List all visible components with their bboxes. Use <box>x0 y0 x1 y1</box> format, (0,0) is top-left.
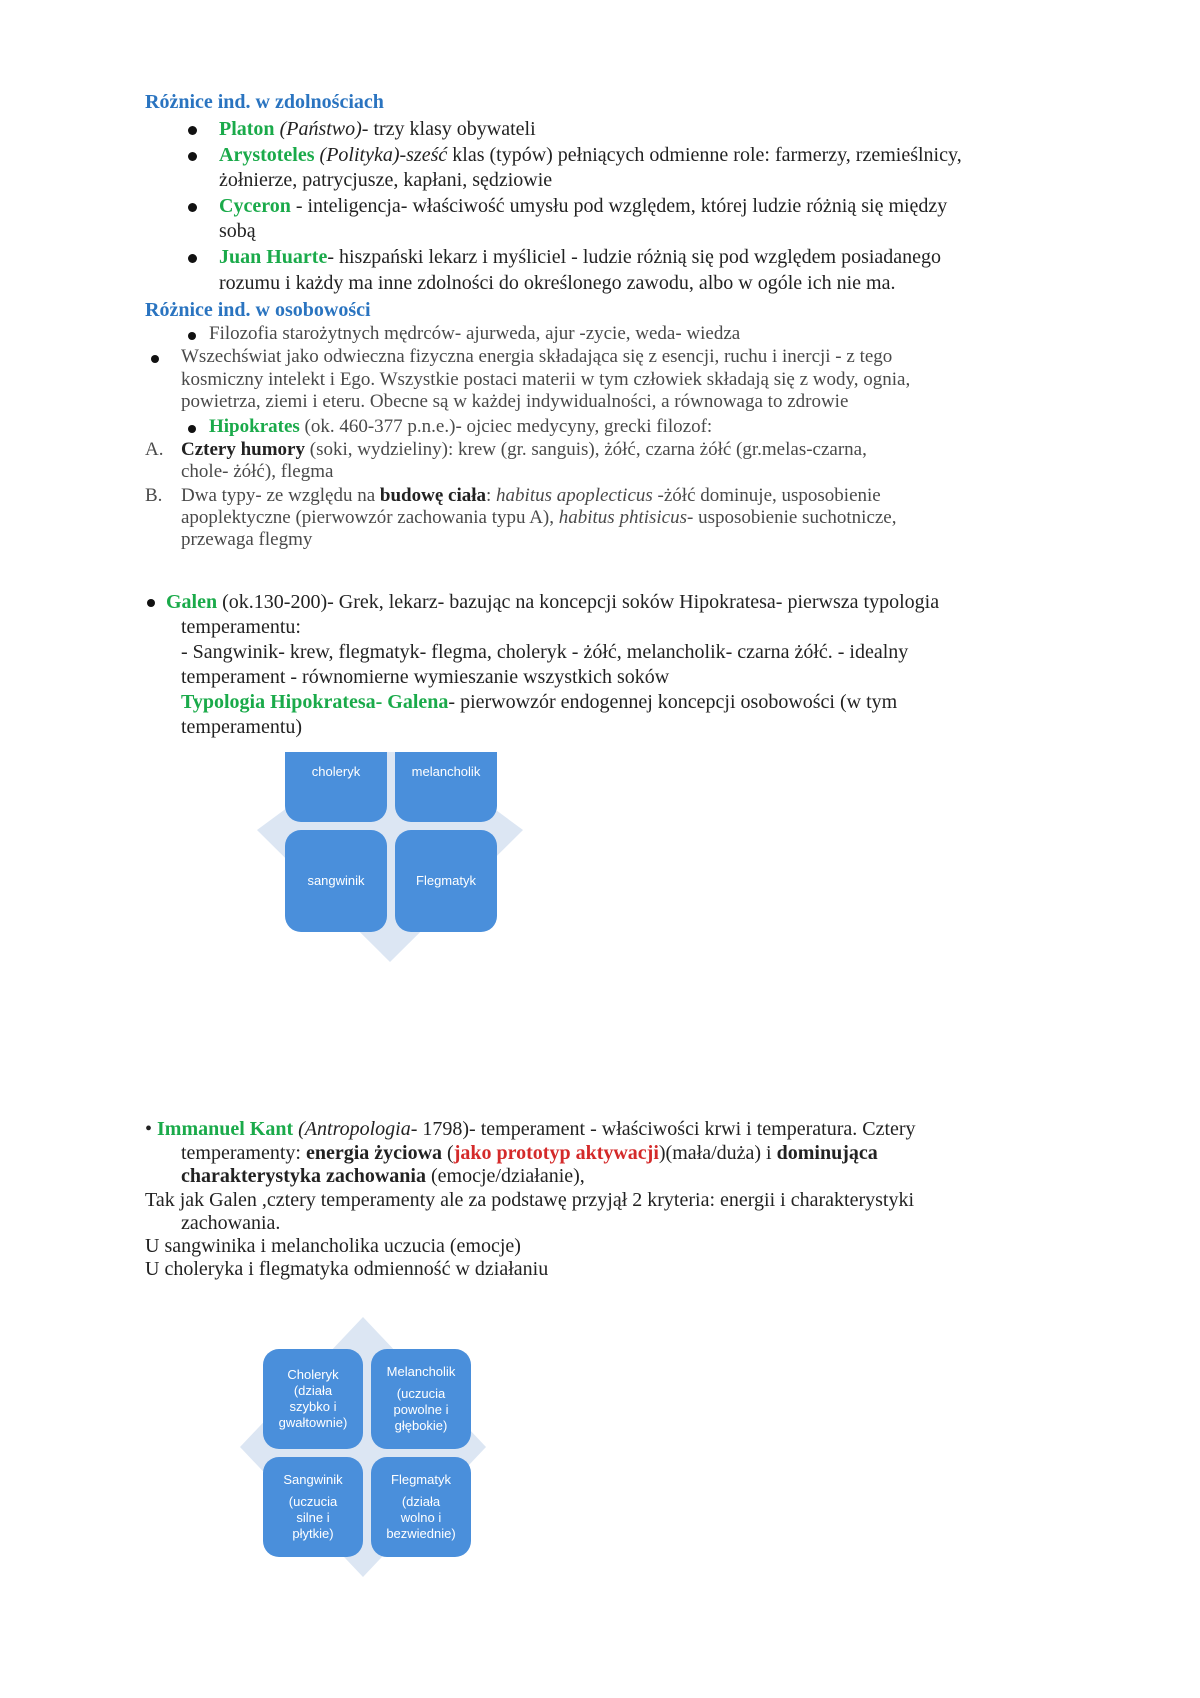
tile-sub: (uczucia <box>288 1494 338 1509</box>
personality-heading: Różnice ind. w osobowości <box>145 299 371 321</box>
galen-line-4: temperament - równomierne wymieszanie wszystkich soków <box>181 666 670 688</box>
tile-label: Flegmatyk <box>416 873 476 888</box>
wszechswiat-line-1: Wszechświat jako odwieczna fizyczna energia składająca się z esencji, ruchu i inercji - z tego <box>181 346 893 367</box>
kant-line-7: U choleryka i flegmatyka odmienność w działaniu <box>145 1258 549 1280</box>
cyceron-line <box>219 194 947 218</box>
bullet <box>151 355 159 363</box>
typologia-rest: - pierwowzór endogennej koncepcji osobowości (w tym <box>448 691 898 713</box>
tile-sub: (uczucia <box>396 1386 446 1401</box>
kant-line-4: Tak jak Galen ,cztery temperamenty ale za podstawę przyjął 2 kryteria: energii i charakterystyki <box>145 1189 915 1211</box>
huarte-line-2: rozumu i każdy ma inne zdolności do określonego zawodu, albo w ogóle ich nie ma. <box>219 272 896 294</box>
platon-name: Platon <box>219 118 275 140</box>
item-a-line-2: chole- żółć), flegma <box>181 461 334 482</box>
bullet <box>147 599 155 607</box>
tile-sub: głębokie) <box>394 1418 448 1433</box>
item-b-colon: : <box>486 485 497 506</box>
kant-line-1 <box>145 1117 916 1141</box>
kant-line-2 <box>181 1141 878 1165</box>
item-b-bold: budowę ciała <box>379 485 487 506</box>
typologia-title: Typologia Hipokratesa- Galena <box>181 691 449 713</box>
wszechswiat-line-2: kosmiczny intelekt i Ego. Wszystkie postaci materii w tym człowiek składają się z wody, ognia, <box>181 369 911 390</box>
item-a-rest: (soki, wydzieliny): krew (gr. sanguis), żółć, czarna żółć (gr.melas-czarna, <box>305 439 867 460</box>
tile-sangwinik <box>263 1457 363 1557</box>
tile-sub: powolne i <box>393 1402 449 1417</box>
arystoteles-line <box>219 143 962 167</box>
bullet <box>188 152 197 161</box>
bullet <box>188 126 197 135</box>
kant-bullet: • <box>145 1118 153 1140</box>
kant-line-3 <box>181 1164 585 1188</box>
kant-prototyp: jako prototyp aktywacji <box>453 1142 659 1164</box>
tile-title: Melancholik <box>386 1364 456 1379</box>
tile-choleryk <box>285 752 387 822</box>
item-a-bold: Cztery humory <box>181 439 305 460</box>
kant-work: (Antropologia <box>298 1118 411 1140</box>
item-a-line-1 <box>181 439 867 461</box>
cyceron-name: Cyceron <box>219 195 291 217</box>
kant-rest: - 1798)- temperament - właściwości krwi i temperatura. Cztery <box>410 1118 916 1140</box>
tile-flegmatyk <box>395 830 497 932</box>
bullet <box>188 254 197 263</box>
temperament-diagram-2 <box>238 1315 488 1580</box>
wszechswiat-line-3: powietrza, ziemi i eteru. Obecne są w każdej indywidualności, a równowaga to zdrowie <box>181 391 849 412</box>
item-b-pre: Dwa typy- ze względu na <box>181 485 380 506</box>
tile-title: Sangwinik <box>283 1472 343 1487</box>
tile-label: melancholik <box>411 764 481 779</box>
galen-line-3: - Sangwinik- krew, flegmatyk- flegma, choleryk - żółć, melancholik- czarna żółć. - idealny <box>181 641 909 663</box>
item-b-mid: -żółć dominuje, usposobienie <box>652 485 881 506</box>
kant-name: Immanuel Kant <box>157 1118 294 1140</box>
cyceron-line-2: sobą <box>219 220 256 242</box>
galen-line-1 <box>166 590 939 614</box>
item-b-italic-2: habitus phtisicus <box>558 507 688 528</box>
galen-line-5 <box>181 690 897 714</box>
arystoteles-rest: klas (typów) pełniących odmienne role: farmerzy, rzemieślnicy, <box>447 144 962 166</box>
arystoteles-line-2: żołnierze, patrycjusze, kapłani, sędziowie <box>219 169 553 191</box>
item-b-line2-pre: apoplektyczne (pierwowzór zachowania typu A), <box>181 507 559 528</box>
filozofia-line: Filozofia starożytnych mędrców- ajurweda, ajur -zycie, weda- wiedza <box>209 323 741 344</box>
item-b-italic-1: habitus apoplecticus <box>496 485 653 506</box>
galen-line-6: temperamentu) <box>181 716 303 738</box>
platon-rest: - trzy klasy obywateli <box>361 118 536 140</box>
abilities-heading: Różnice ind. w zdolnościach <box>145 91 384 113</box>
bullet <box>188 203 197 212</box>
item-b-line-2 <box>181 507 897 529</box>
kant-line-5: zachowania. <box>181 1212 281 1234</box>
item-b-line-3: przewaga flegmy <box>181 529 313 550</box>
tile-title: Choleryk <box>287 1367 339 1382</box>
kant-line2-sp: ( <box>442 1142 454 1164</box>
kant-line2-pre: temperamenty: <box>181 1142 306 1164</box>
galen-name: Galen <box>166 591 218 613</box>
tile-sangwinik <box>285 830 387 932</box>
list-marker-a: A. <box>145 439 164 460</box>
hipokrates-name: Hipokrates <box>209 416 300 437</box>
platon-line <box>219 117 536 141</box>
hipokrates-rest: (ok. 460-377 p.n.e.)- ojciec medycyny, grecki filozof: <box>299 416 713 437</box>
tile-sub: gwałtownie) <box>278 1415 348 1430</box>
temperament-diagram-1 <box>255 752 525 967</box>
kant-line2-mid: )(mała/duża) i <box>658 1142 777 1164</box>
tile-sub: (działa <box>401 1494 441 1509</box>
tile-sub: szybko i <box>289 1399 337 1414</box>
galen-line-2: temperamentu: <box>181 616 301 638</box>
list-marker-b: B. <box>145 485 163 506</box>
tile-label: choleryk <box>311 764 361 779</box>
tile-choleryk <box>263 1349 363 1449</box>
tile-title: Flegmatyk <box>391 1472 451 1487</box>
huarte-line <box>219 245 941 269</box>
kant-dominujaca: dominująca <box>776 1142 878 1164</box>
tile-sub: bezwiednie) <box>386 1526 456 1541</box>
arystoteles-name: Arystoteles <box>219 144 315 166</box>
tile-sub: silne i <box>296 1510 330 1525</box>
platon-work: (Państwo) <box>279 118 362 140</box>
huarte-rest: - hiszpański lekarz i myśliciel - ludzie różnią się pod względem posiadanego <box>327 246 942 268</box>
item-b-line-1 <box>181 485 881 507</box>
bullet <box>188 425 196 433</box>
tile-sub: płytkie) <box>292 1526 334 1541</box>
item-b-line2-post: - usposobienie suchotnicze, <box>687 507 897 528</box>
bullet <box>188 332 196 340</box>
tile-label: sangwinik <box>307 873 365 888</box>
cyceron-rest: - inteligencja- właściwość umysłu pod względem, której ludzie różnią się między <box>290 195 948 217</box>
hipokrates-line <box>209 416 712 438</box>
kant-charakterystyka: charakterystyka zachowania <box>181 1165 426 1187</box>
tile-melancholik <box>371 1349 471 1449</box>
arystoteles-work: (Polityka)-sześć <box>319 144 448 166</box>
huarte-name: Juan Huarte <box>219 246 328 268</box>
kant-line-6: U sangwinika i melancholika uczucia (emocje) <box>145 1235 521 1257</box>
kant-line3-rest: (emocje/działanie), <box>425 1165 585 1187</box>
tile-melancholik <box>395 752 497 822</box>
tile-flegmatyk <box>371 1457 471 1557</box>
galen-rest: (ok.130-200)- Grek, lekarz- bazując na koncepcji soków Hipokratesa- pierwsza typologia <box>217 591 940 613</box>
tile-sub: wolno i <box>400 1510 442 1525</box>
tile-sub: (działa <box>293 1383 333 1398</box>
kant-energia: energia życiowa <box>305 1142 443 1164</box>
